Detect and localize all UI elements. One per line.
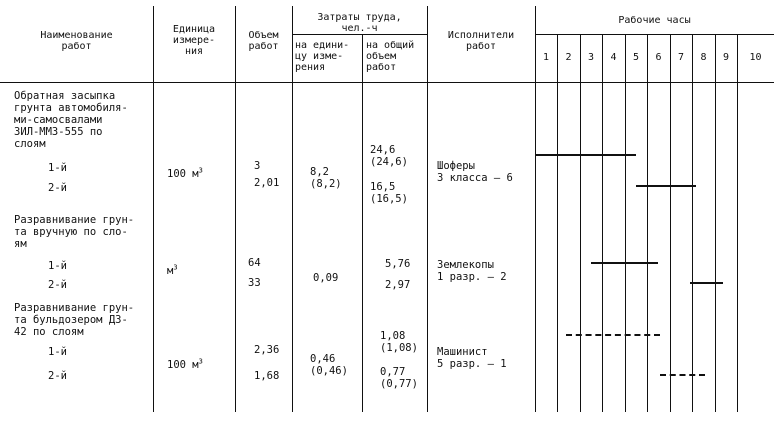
col-divider — [535, 6, 536, 412]
hour-grid-line — [580, 34, 581, 412]
layer-label: 1-й — [48, 346, 67, 358]
header-divider — [292, 34, 427, 35]
volume-value: 2,36 — [254, 344, 280, 356]
hour-grid-line — [715, 34, 716, 412]
header-total: на общий объем работ — [366, 40, 415, 73]
hour-grid-line — [557, 34, 558, 412]
hour-label: 9 — [722, 52, 730, 63]
work-title: Разравнивание грун- та бульдозером ДЗ- 42 по слоям — [14, 302, 135, 338]
header-work-name: Наименование работ — [40, 30, 113, 52]
performers-value: Машинист 5 разр. – 1 — [437, 346, 507, 370]
total-value: 2,97 — [385, 279, 411, 291]
hour-label: 3 — [587, 52, 595, 63]
col-divider — [235, 6, 236, 412]
hour-label: 5 — [632, 52, 640, 63]
layer-label: 2-й — [48, 279, 67, 291]
gantt-bar — [690, 282, 724, 284]
header-unit: Единица измере- ния — [172, 24, 216, 57]
header-volume: Объем работ — [248, 30, 279, 52]
volume-value: 3 — [254, 160, 261, 172]
per-unit-value: 0,09 — [313, 272, 339, 284]
header-bottom-line — [0, 82, 774, 83]
work-title: Обратная засыпка грунта автомобиля- ми-самосвалами ЗИЛ-ММЗ-555 по слоям — [14, 90, 128, 150]
gantt-bar — [566, 334, 660, 336]
header-per-unit: на едини- цу изме- рения — [295, 40, 350, 73]
total-value: 24,6 (24,6) — [370, 144, 408, 168]
unit-value: $м^3$ — [167, 263, 178, 277]
header-working-hours: Рабочие часы — [618, 15, 691, 26]
volume-value: 33 — [248, 277, 261, 289]
layer-label: 2-й — [48, 182, 67, 194]
volume-value: 2,01 — [254, 177, 280, 189]
gantt-bar — [636, 185, 696, 187]
gantt-bar — [591, 262, 658, 264]
hour-label: 7 — [677, 52, 685, 63]
hour-label: 2 — [565, 52, 572, 63]
performers-value: Шоферы 3 класса – 6 — [437, 160, 513, 184]
total-value: 5,76 — [385, 258, 411, 270]
total-value: 0,77 (0,77) — [380, 366, 418, 390]
hour-label: 10 — [749, 52, 762, 63]
hour-grid-line — [670, 34, 671, 412]
volume-value: 64 — [248, 257, 261, 269]
volume-value: 1,68 — [254, 370, 280, 382]
header-performers: Исполнители работ — [447, 30, 515, 52]
total-value: 1,08 (1,08) — [380, 330, 418, 354]
unit-value: 100 $м^3$ — [167, 357, 203, 371]
col-divider — [427, 6, 428, 412]
gantt-bar — [660, 374, 705, 376]
col-divider — [292, 6, 293, 412]
unit-value: 100 $м^3$ — [167, 166, 203, 180]
gantt-bar — [535, 154, 636, 156]
hour-label: 1 — [542, 52, 550, 63]
layer-label: 1-й — [48, 162, 67, 174]
col-divider — [153, 6, 154, 412]
hour-grid-line — [625, 34, 626, 412]
hour-grid-line — [692, 34, 693, 412]
per-unit-value: 8,2 (8,2) — [310, 166, 342, 190]
hour-grid-line — [647, 34, 648, 412]
work-title: Разравнивание грун- та вручную по сло- ям — [14, 214, 135, 250]
total-value: 16,5 (16,5) — [370, 181, 408, 205]
hour-label: 8 — [700, 52, 707, 63]
hour-grid-line — [737, 34, 738, 412]
hour-grid-line — [602, 34, 603, 412]
header-labor-cost: Затраты труда, чел.-ч — [317, 12, 402, 34]
hour-label: 4 — [610, 52, 617, 63]
header-divider — [535, 34, 774, 35]
layer-label: 2-й — [48, 370, 67, 382]
performers-value: Землекопы 1 разр. – 2 — [437, 259, 507, 283]
per-unit-value: 0,46 (0,46) — [310, 353, 348, 377]
hour-label: 6 — [655, 52, 662, 63]
col-divider — [362, 34, 363, 412]
layer-label: 1-й — [48, 260, 67, 272]
